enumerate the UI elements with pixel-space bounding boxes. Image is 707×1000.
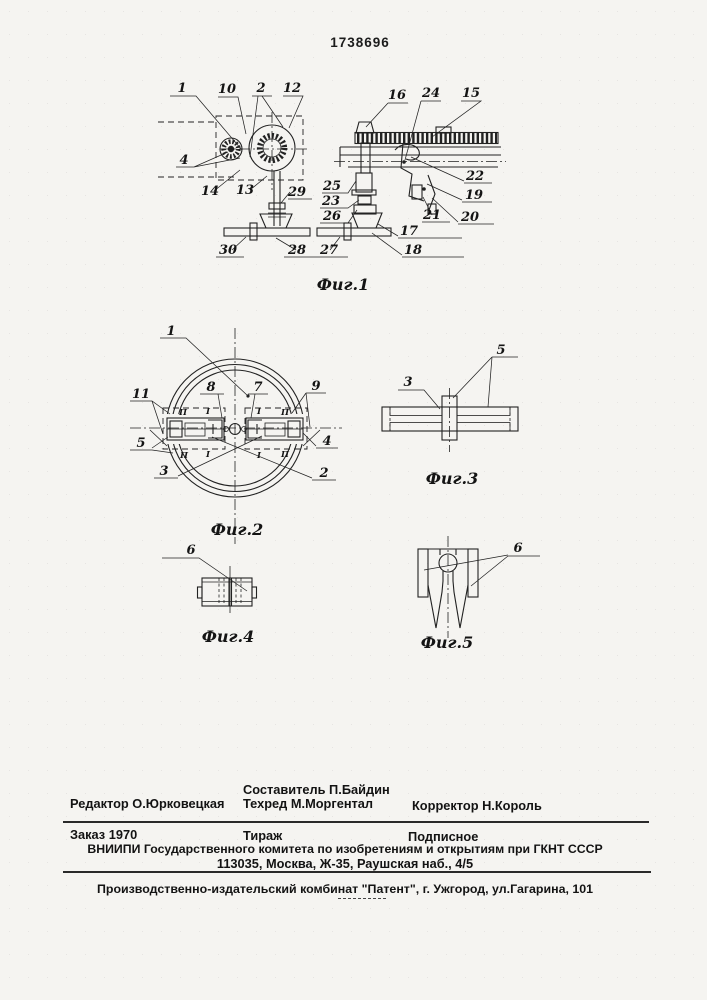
fig5-callout-6: 6: [513, 541, 523, 556]
footer-corrector: Корректор Н.Король: [412, 798, 542, 813]
fig1-callout-2: 2: [256, 81, 266, 96]
fig2-callout-9: 9: [311, 379, 321, 394]
figure-1-drawing: [158, 81, 506, 294]
fig1-callout-28: 28: [287, 243, 307, 258]
fig2-mark-8: П: [280, 450, 290, 460]
fig1-callout-19: 19: [464, 188, 484, 203]
fig1-callout-23: 23: [321, 194, 341, 209]
footer-publisher: Производственно-издательский комбинат "Патент", г. Ужгород, ул.Гагарина, 101: [96, 882, 594, 896]
patent-word-underline: [338, 898, 386, 899]
fig3-callout-3: 3: [403, 375, 413, 390]
fig2-mark-4: П: [280, 408, 290, 418]
fig2-callout-7: 7: [253, 380, 263, 395]
fig1-callout-14: 14: [200, 184, 220, 199]
fig1-callout-13: 13: [235, 183, 255, 198]
figure-2-drawing: [130, 324, 342, 544]
fig1-callout-29: 29: [287, 185, 307, 200]
footer-rule-top: [63, 821, 649, 823]
fig2-callout-1: 1: [166, 324, 176, 339]
fig5-caption: Фиг.5: [420, 633, 474, 652]
patent-number: 1738696: [330, 35, 390, 50]
footer-tirazh: Тираж: [243, 828, 283, 843]
footer-editor: Редактор О.Юрковецкая: [70, 796, 225, 811]
fig2-mark-3: I: [257, 407, 261, 417]
footer-committee: ВНИИПИ Государственного комитета по изобретениям и открытиям при ГКНТ СССР: [87, 842, 603, 856]
fig2-callout-2: 2: [319, 466, 329, 481]
fig1-callout-25: 25: [322, 179, 342, 194]
fig2-callout-4: 4: [322, 434, 332, 449]
fig3-callout-5: 5: [496, 343, 506, 358]
fig2-mark-1: П: [178, 408, 188, 418]
fig3-caption: Фиг.3: [425, 469, 479, 488]
fig1-callout-1: 1: [177, 81, 187, 96]
fig1-callout-4: 4: [179, 153, 189, 168]
footer-podpisnoe: Подписное: [408, 829, 479, 844]
fig2-callout-8: 8: [206, 380, 216, 395]
figure-3-drawing: [382, 343, 518, 488]
fig2-mark-2: I: [206, 407, 210, 417]
fig2-mark-6: I: [206, 450, 210, 460]
fig1-caption: Фиг.1: [316, 275, 370, 294]
fig4-caption: Фиг.4: [201, 627, 255, 646]
fig2-callout-11: 11: [131, 387, 151, 402]
fig1-callout-24: 24: [421, 86, 441, 101]
fig2-callout-3: 3: [159, 464, 169, 479]
fig2-callout-5: 5: [136, 436, 146, 451]
fig1-callout-26: 26: [322, 209, 342, 224]
figure-4-drawing: [162, 543, 257, 646]
fig1-callout-10: 10: [217, 82, 237, 97]
fig1-callout-22: 22: [465, 169, 485, 184]
fig1-callout-21: 21: [422, 208, 442, 223]
fig1-callout-12: 12: [282, 81, 302, 96]
fig1-callout-30: 30: [218, 243, 238, 258]
footer-order: Заказ 1970: [70, 827, 138, 842]
fig1-callout-16: 16: [387, 88, 407, 103]
footer-techred: Техред М.Моргентал: [243, 796, 374, 811]
footer-address: 113035, Москва, Ж-35, Раушская наб., 4/5: [216, 856, 474, 871]
fig1-callout-27: 27: [319, 243, 339, 258]
fig1-callout-18: 18: [403, 243, 423, 258]
fig1-callout-17: 17: [399, 224, 419, 239]
fig1-callout-20: 20: [460, 210, 480, 225]
footer-compiler: Составитель П.Байдин: [243, 782, 390, 797]
footer-rule-bottom: [63, 871, 651, 873]
figure-5-drawing: [418, 536, 540, 652]
fig2-caption: Фиг.2: [210, 520, 264, 539]
fig2-mark-5: П: [179, 451, 189, 461]
fig4-callout-6: 6: [186, 543, 196, 558]
fig2-mark-7: I: [257, 451, 261, 461]
fig1-callout-15: 15: [461, 86, 481, 101]
